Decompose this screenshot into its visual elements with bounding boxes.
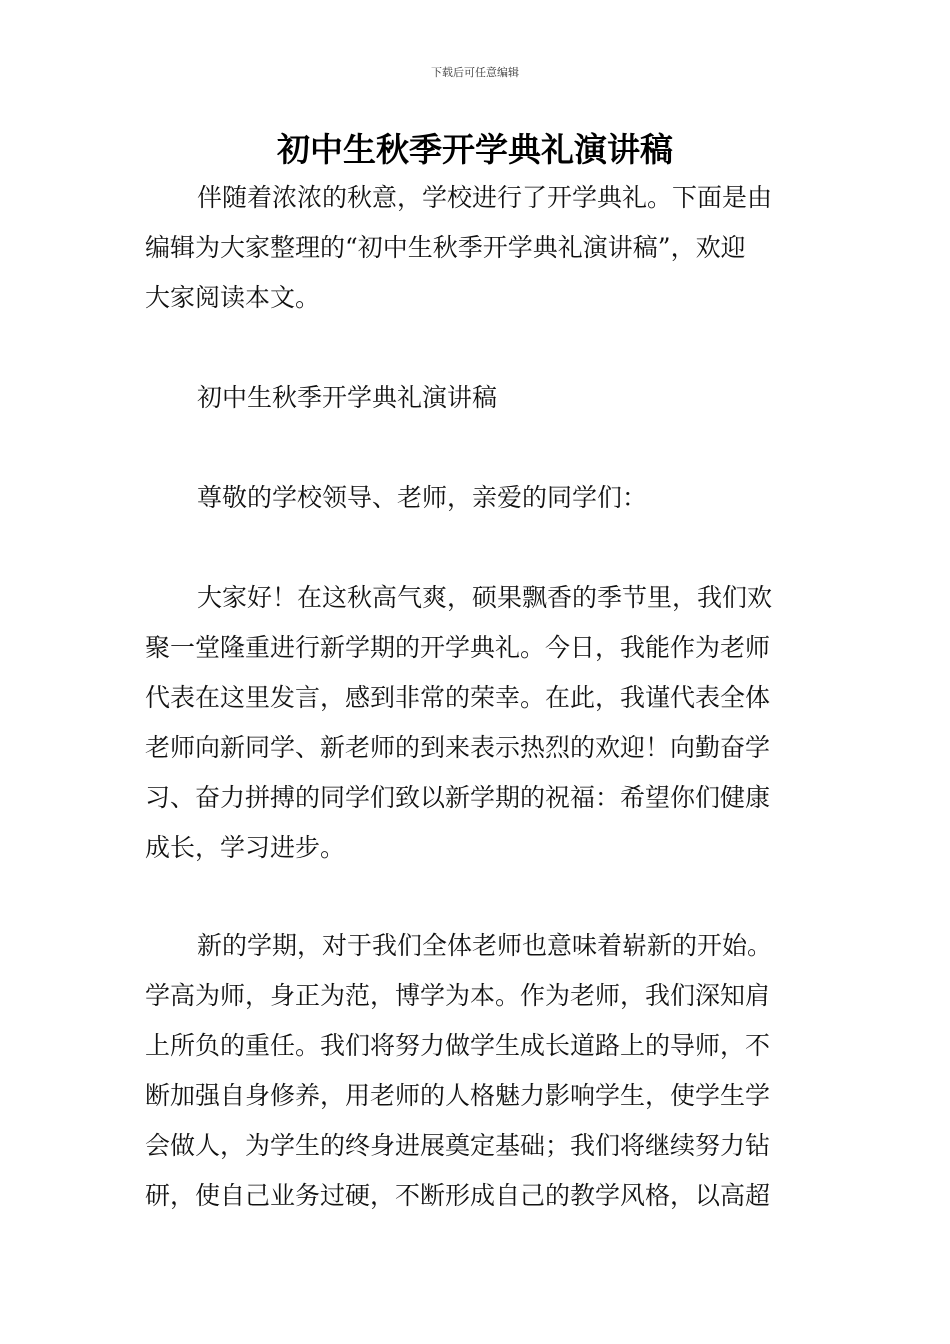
speech-greeting: 尊敬的学校领导、老师，亲爱的同学们： xyxy=(197,483,648,512)
document-title: 初中生秋季开学典礼演讲稿 xyxy=(277,130,673,169)
paragraph-2-line-2: 学高为师，身正为范，博学为本。作为老师，我们深知肩 xyxy=(145,981,771,1010)
paragraph-1-line-5: 习、奋力拼搏的同学们致以新学期的祝福：希望你们健康 xyxy=(145,783,771,812)
speech-title: 初中生秋季开学典礼演讲稿 xyxy=(197,383,498,412)
paragraph-1-line-4: 老师向新同学、新老师的到来表示热烈的欢迎！向勤奋学 xyxy=(145,733,771,762)
paragraph-2-line-6: 研，使自己业务过硬，不断形成自己的教学风格，以高超 xyxy=(145,1181,771,1210)
paragraph-2-line-5: 会做人，为学生的终身进展奠定基础；我们将继续努力钻 xyxy=(145,1131,771,1160)
paragraph-2-line-3: 上所负的重任。我们将努力做学生成长道路上的导师，不 xyxy=(145,1031,771,1060)
paragraph-2-line-1: 新的学期，对于我们全体老师也意味着崭新的开始。 xyxy=(197,931,773,960)
paragraph-1-line-1: 大家好！在这秋高气爽，硕果飘香的季节里，我们欢 xyxy=(197,583,773,612)
paragraph-1-line-3: 代表在这里发言，感到非常的荣幸。在此，我谨代表全体 xyxy=(145,683,771,712)
paragraph-1-line-2: 聚一堂隆重进行新学期的开学典礼。今日，我能作为老师 xyxy=(145,633,771,662)
paragraph-2-line-4: 断加强自身修养，用老师的人格魅力影响学生，使学生学 xyxy=(145,1081,771,1110)
page-header-note: 下载后可任意编辑 xyxy=(431,66,519,79)
intro-line-1: 伴随着浓浓的秋意，学校进行了开学典礼。下面是由 xyxy=(197,183,773,212)
intro-line-3: 大家阅读本文。 xyxy=(145,283,321,312)
paragraph-1-line-6: 成长，学习进步。 xyxy=(145,833,346,862)
intro-line-2: 编辑为大家整理的“初中生秋季开学典礼演讲稿”，欢迎 xyxy=(145,233,746,262)
